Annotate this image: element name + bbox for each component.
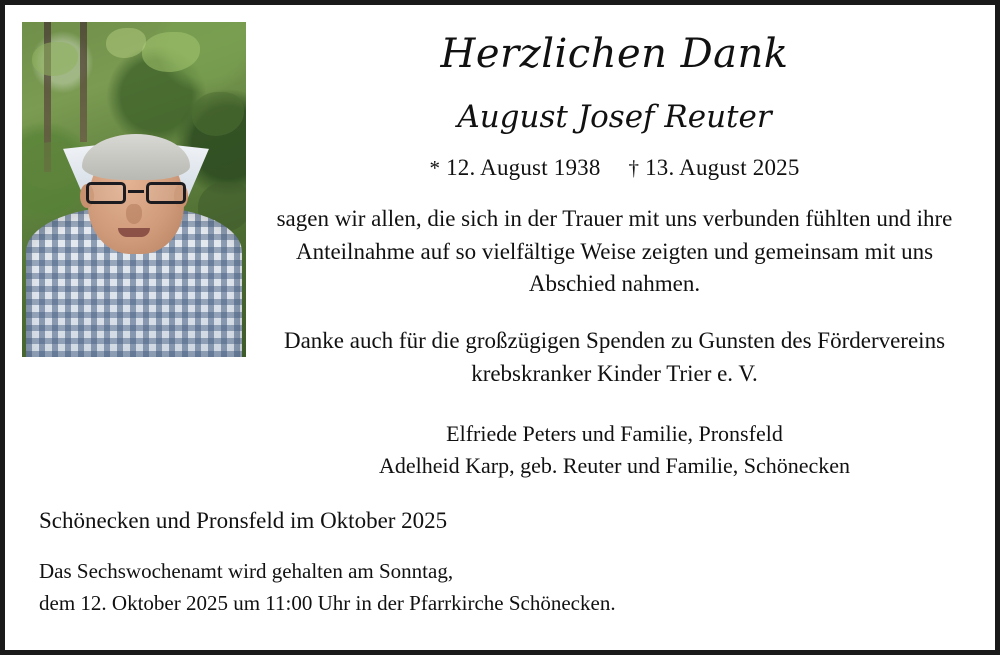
glasses-bridge [128, 190, 144, 193]
service-line: Das Sechswochenamt wird gehalten am Sonntag, [39, 559, 454, 584]
portrait-photo [22, 22, 246, 357]
signer-line: Adelheid Karp, geb. Reuter und Familie, Schönecken [378, 453, 851, 479]
grey-hair [82, 134, 190, 180]
notice-text-column [246, 5, 995, 482]
notice-lower-section [5, 482, 995, 619]
portrait-photo-container [22, 22, 246, 357]
deceased-name: August Josef Reuter [457, 99, 772, 135]
glasses-lens-right [146, 182, 186, 204]
thanks-paragraph: sagen wir allen, die sich in der Trauer mit uns verbunden fühlten und ihre Anteilnahme auf so vielfältige Weise zeigten und gemeinsam mit uns Abschied nahmen. [276, 206, 953, 297]
foliage-leaf-icon [106, 28, 146, 58]
place-and-date: Schönecken und Pronsfeld im Oktober 2025 [39, 508, 448, 534]
nose [126, 204, 142, 224]
foliage-trunk-icon [80, 22, 87, 142]
mouth [118, 228, 150, 237]
foliage-leaf-icon [32, 42, 78, 76]
life-dates [260, 155, 969, 181]
cross-symbol-icon: † [628, 156, 640, 180]
notice-upper-section [5, 5, 995, 482]
portrait-person [22, 142, 246, 357]
eyeglasses-icon [84, 182, 188, 206]
foliage-leaf-icon [192, 92, 244, 136]
donation-paragraph: Danke auch für die großzügigen Spenden zu Gunsten des Fördervereins krebskranker Kinder Trier e. V. [283, 327, 946, 386]
service-announcement [39, 556, 995, 619]
signer-line: Elfriede Peters und Familie, Pronsfeld [446, 421, 783, 447]
signers-block [260, 418, 969, 482]
birth-symbol-icon: * [429, 156, 441, 180]
birth-date: 12. August 1938 [446, 155, 601, 180]
foliage-leaf-icon [142, 32, 200, 72]
glasses-lens-left [86, 182, 126, 204]
death-date: 13. August 2025 [645, 155, 800, 180]
service-line: dem 12. Oktober 2025 um 11:00 Uhr in der Pfarrkirche Schönecken. [39, 590, 616, 615]
notice-title: Herzlichen Dank [440, 31, 789, 77]
